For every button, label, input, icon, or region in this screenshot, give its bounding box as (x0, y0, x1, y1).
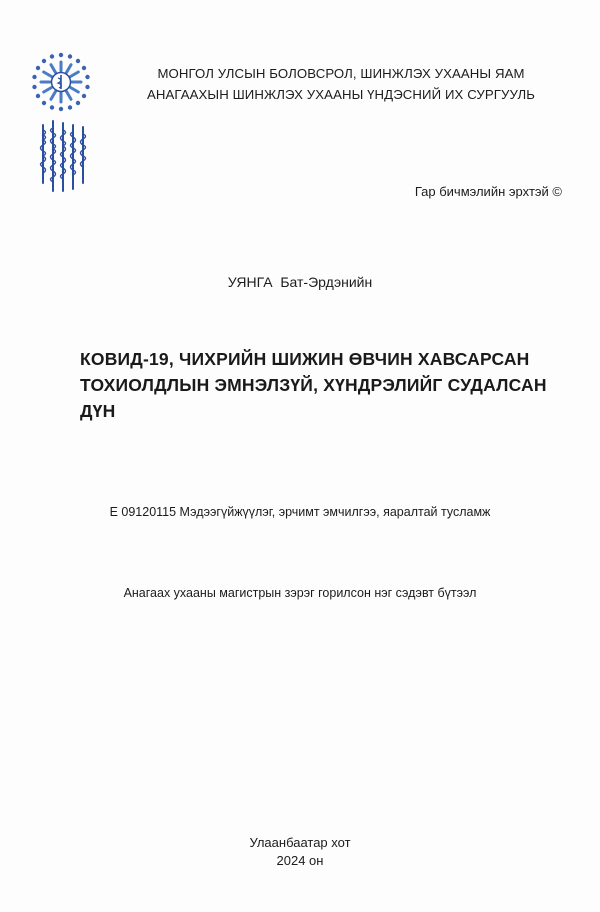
year: 2024 он (276, 853, 324, 868)
place-and-year (0, 834, 600, 870)
thesis-title-line: ДҮН (80, 401, 116, 421)
city: Улаанбаатар хот (249, 835, 351, 850)
ministry-name: МОНГОЛ УЛСЫН БОЛОВСРОЛ, ШИНЖЛЭХ УХААНЫ ЯАМ (157, 66, 525, 81)
copyright-notice: Гар бичмэлийн эрхтэй © (414, 184, 562, 199)
thesis-title (80, 346, 550, 424)
university-name: АНАГААХЫН ШИНЖЛЭХ УХААНЫ ҮНДЭСНИЙ ИХ СУРГУУЛЬ (146, 87, 536, 102)
author-name: УЯНГА Бат-Эрдэнийн (227, 274, 373, 290)
thesis-title-line: КОВИД-19, ЧИХРИЙН ШИЖИН ӨВЧИН ХАВСАРСАН (80, 349, 530, 369)
degree-statement: Анагаах ухааны магистрын зэрэг горилсон нэг сэдэвт бүтээл (123, 586, 477, 600)
institution-header (106, 63, 576, 105)
university-emblem-icon (26, 50, 96, 210)
thesis-title-line: ТОХИОЛДЛЫН ЭМНЭЛЗҮЙ, ХҮНДРЭЛИЙГ СУДАЛСАН (80, 375, 547, 395)
specialty-code: E 09120115 Мэдээгүйжүүлэг, эрчимт эмчилгээ, яаралтай тусламж (109, 505, 491, 519)
